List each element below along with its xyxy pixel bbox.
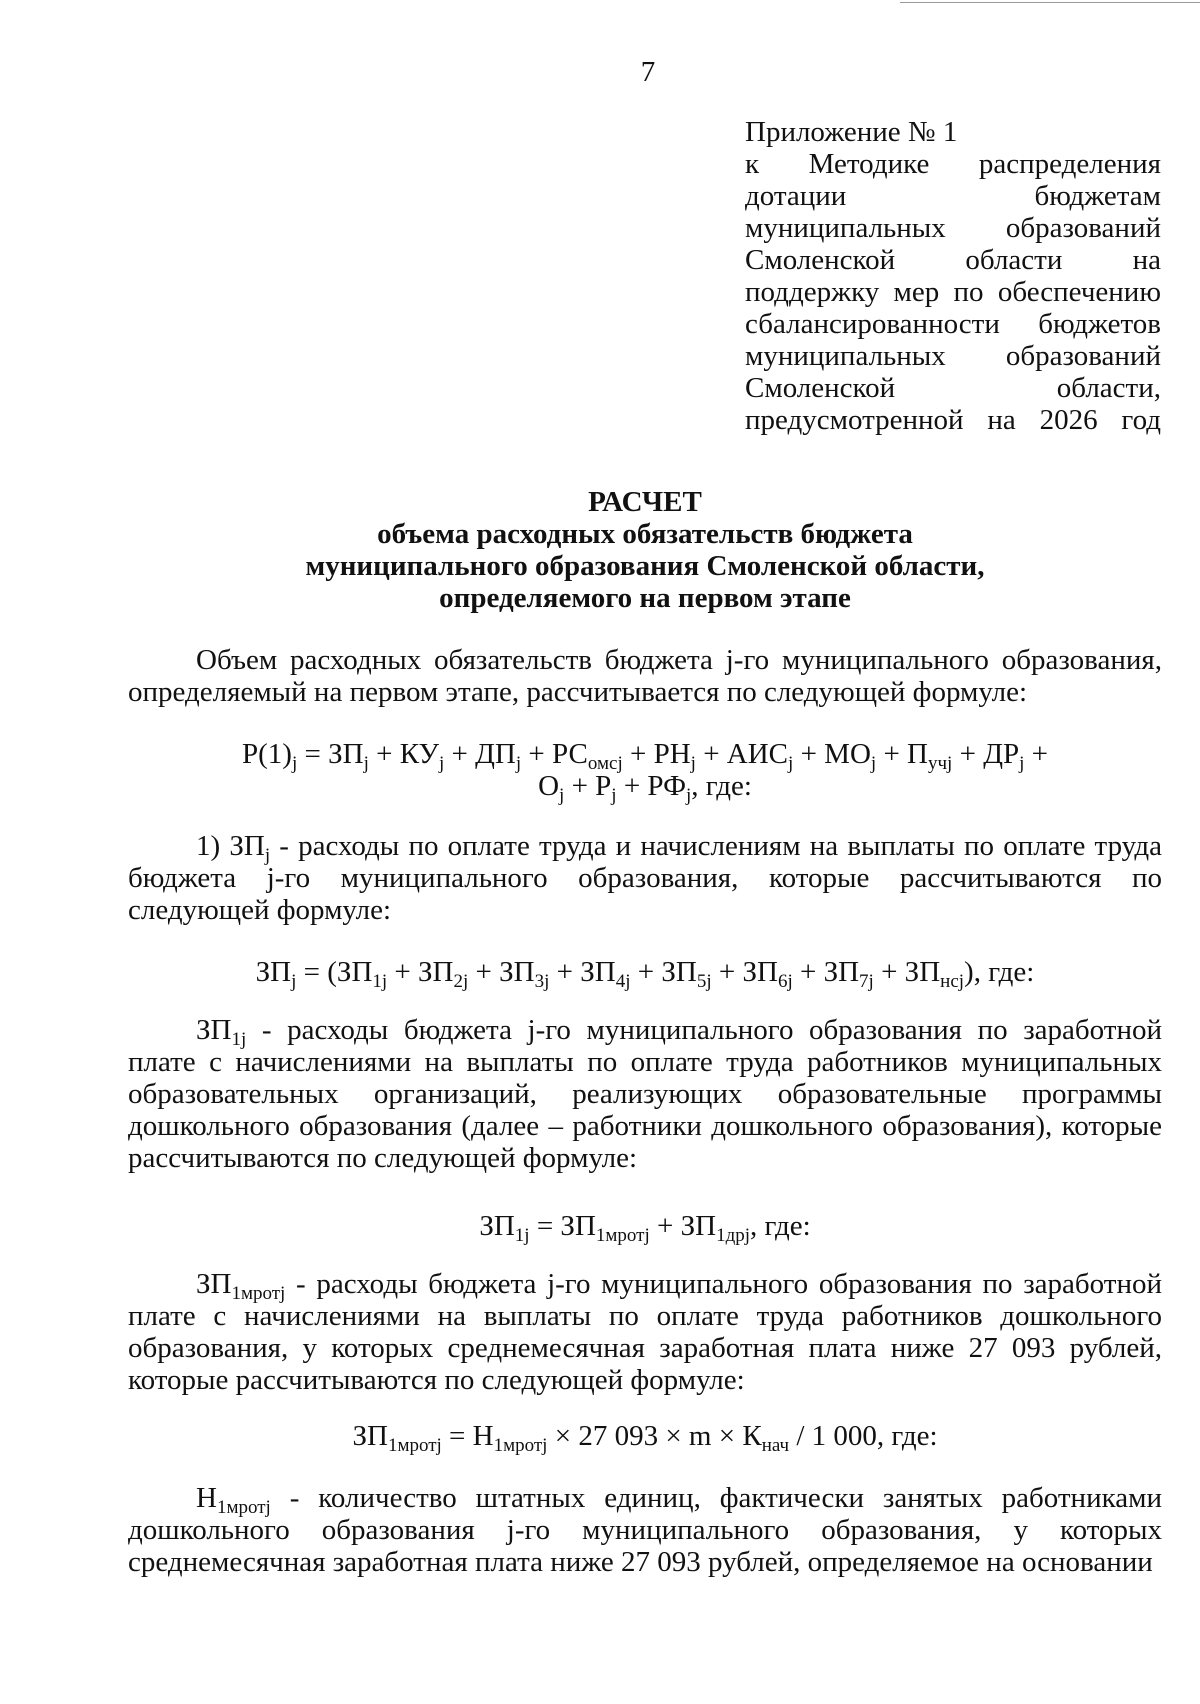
formula-main: [128, 738, 1162, 806]
item-1-text: 1) $ЗП_j$ - расходы по оплате труда и начислениям на выплаты по оплате труда бюджета j-го муниципального образования, которые рассчитываются по следующей формуле:: [128, 830, 1162, 926]
formula-zp1mrot-line: $ЗП_{1мротj} = Н_{1мротj} \times 27$ $093 \times m \times К_{нач} / 1$ 000, где:: [352, 1420, 938, 1456]
appendix-line: поддержку мер по обеспечению: [745, 276, 1161, 308]
appendix-line: Приложение № 1: [745, 116, 958, 148]
appendix-line: Смоленской области на: [745, 244, 1161, 276]
formula-zp1: [128, 1210, 1162, 1246]
formula-zp: [128, 956, 1162, 992]
appendix-line: сбалансированности бюджетов: [745, 308, 1161, 340]
appendix-block: [745, 116, 1161, 436]
appendix-line: предусмотренной на 2026 год: [745, 404, 1161, 436]
intro-text: Объем расходных обязательств бюджета j-го муниципального образования, определяемый на первом этапе, рассчитывается по следующей формуле:: [128, 644, 1162, 708]
appendix-line: к Методике распределения: [745, 148, 1161, 180]
zp1-definition: [128, 1014, 1162, 1174]
zp1mrot-definition-text: $ЗП_{1мротj}$ - расходы бюджета j-го муниципального образования по заработной плате с начислениями на выплаты по оплате труда работников дошкольного образования, у которых среднемесячная заработная плата ниже 27 093 рублей, которые рассчитываются по следующей формуле:: [128, 1268, 1162, 1396]
appendix-line: Смоленской области,: [745, 372, 1161, 404]
appendix-line: муниципальных образований: [745, 340, 1161, 372]
n1mrot-definition: [128, 1482, 1162, 1578]
title-line: муниципального образования Смоленской области,: [305, 550, 985, 582]
title-heading: РАСЧЕТ: [588, 486, 702, 518]
zp1mrot-definition: [128, 1268, 1162, 1396]
formula-zp-line: $ЗП_j = (ЗП_{1j} + ЗП_{2j} + ЗП_{3j} + ЗП_{4j} + ЗП_{5j} + ЗП_{6j} + ЗП_{7j} + ЗП_{нсj})$, где:: [255, 956, 1035, 992]
intro-paragraph: [128, 644, 1162, 708]
appendix-line: муниципальных образований: [745, 212, 1161, 244]
n1mrot-definition-text: $Н_{1мротj}$ - количество штатных единиц, фактически занятых работниками дошкольного образования j-го муниципального образования, у которых среднемесячная заработная плата ниже 27 093 рублей, определяемое на основании: [128, 1482, 1162, 1578]
formula-main-line: $О_j + Р_j + РФ_j$, где:: [538, 770, 752, 806]
appendix-line: дотации бюджетам: [745, 180, 1161, 212]
formula-main-line: $P(1)_j = ЗП_j + КУ_j + ДП_j + РС_{омсj} + РН_j + АИС_j + МО_j + П_{учj} + ДР_j$ +: [242, 738, 1048, 774]
formula-zp1-line: $ЗП_{1j} = ЗП_{1мротj} + ЗП_{1дрj}$, где:: [479, 1210, 811, 1246]
item-1-paragraph: [128, 830, 1162, 926]
zp1-definition-text: $ЗП_{1j}$ - расходы бюджета j-го муниципального образования по заработной плате с начислениями на выплаты по оплате труда работников муниципальных образовательных организаций, реализующих образовательные программы дошкольного образования (далее – работники дошкольного образования), которые рассчитываются по следующей формуле:: [128, 1014, 1162, 1174]
page-number: 7: [640, 56, 656, 88]
formula-zp1mrot: [128, 1420, 1162, 1456]
document-title: [128, 486, 1162, 614]
top-rule: [900, 2, 1200, 3]
title-line: определяемого на первом этапе: [439, 582, 851, 614]
title-line: объема расходных обязательств бюджета: [377, 518, 913, 550]
